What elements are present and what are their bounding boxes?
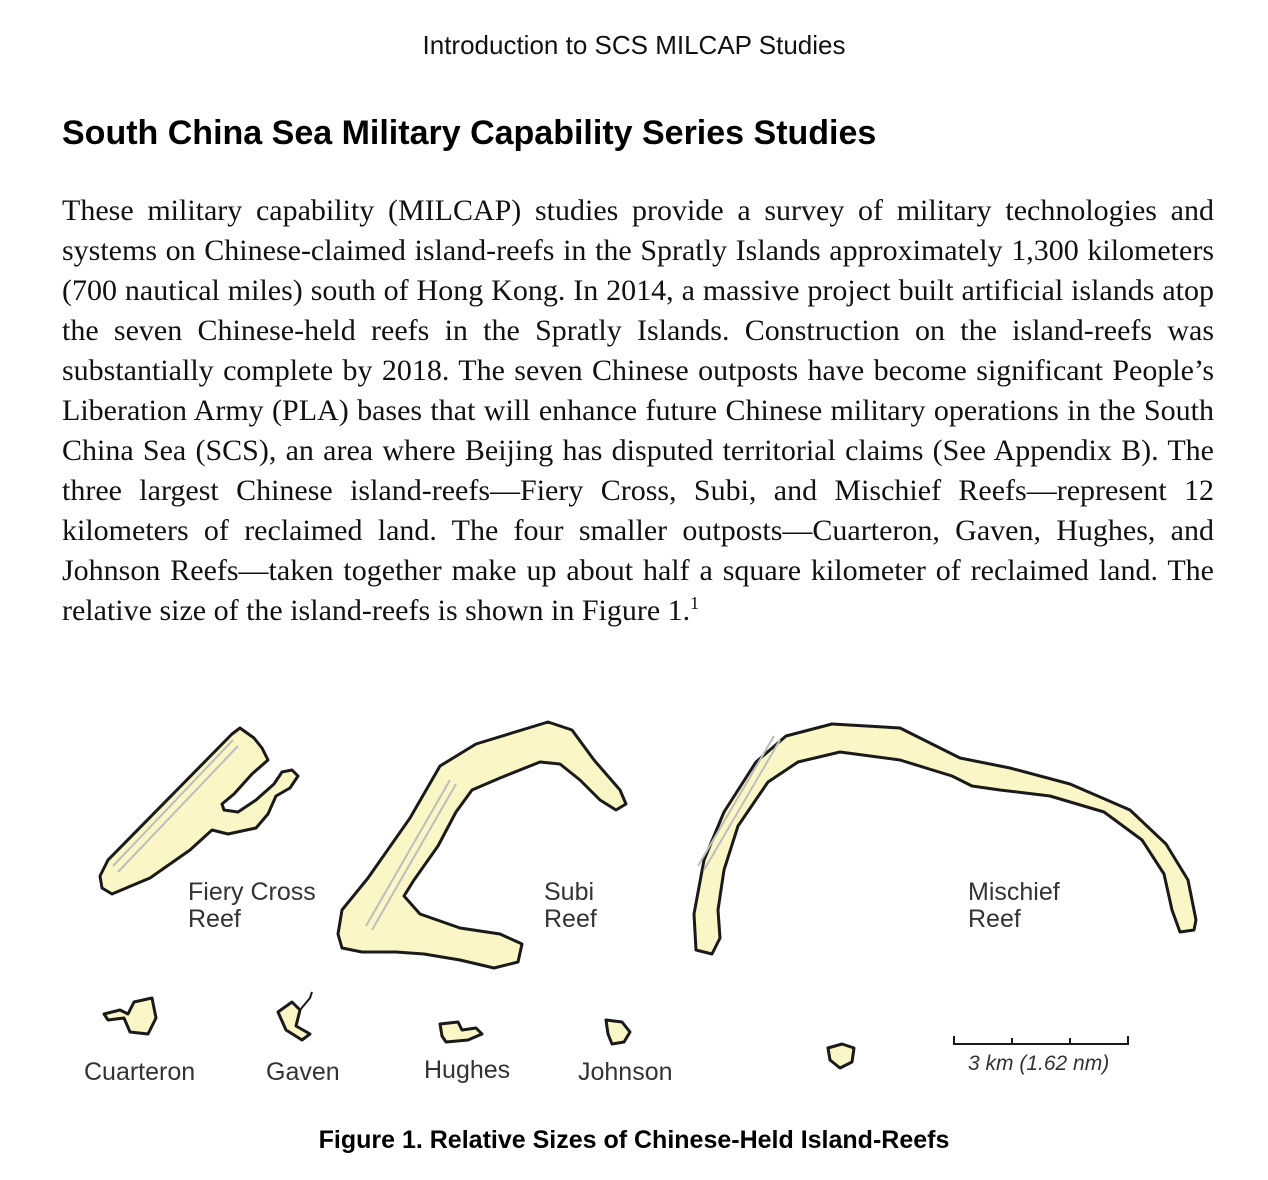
figure-caption: Figure 1. Relative Sizes of Chinese-Held Island-Reefs	[318, 1126, 950, 1154]
scale-bar-label: 3 km (1.62 nm)	[968, 1052, 1110, 1075]
reef-map	[0, 700, 1268, 1110]
paragraph-text: These military capability (MILCAP) studies provide a survey of military technologies and systems on Chinese-claimed island-reefs in the Spratly Islands approximately 1,300 kilometers (700 nautical miles) south of Hong Kong. In 2014, a massive project built artificial islands atop the seven Chinese-held reefs in the Spratly Islands. Construction on the island-reefs was substantially complete by 2018. The seven Chinese outposts have become significant People’s Liberation Army (PLA) bases that will enhance future Chinese military operations in the South China Sea (SCS), an area where Beijing has disputed territorial claims (See Appendix B). The three largest Chinese island-reefs—Fiery Cross, Subi, and Mischief Reefs—represent 12 kilometers of reclaimed land. The four smaller outposts—Cuarteron, Gaven, Hughes, and Johnson Reefs—taken together make up about half a square kilometer of reclaimed land. The relative size of the island-reefs is shown in Figure 1.	[62, 194, 1214, 627]
scale-bar	[954, 1036, 1128, 1045]
running-header: Introduction to SCS MILCAP Studies	[422, 30, 846, 60]
label-cuarteron: Cuarteron	[84, 1058, 196, 1086]
unlabeled-reef-shape	[828, 1044, 854, 1068]
johnson-reef-shape	[606, 1020, 630, 1044]
label-fiery-cross-line1: Fiery Cross	[188, 878, 316, 906]
label-johnson: Johnson	[578, 1058, 673, 1086]
label-hughes: Hughes	[424, 1056, 511, 1084]
figure-reef-sizes	[0, 700, 1268, 1110]
label-gaven: Gaven	[266, 1058, 340, 1086]
label-fiery-cross-line2: Reef	[188, 905, 241, 933]
hughes-reef-shape	[440, 1022, 482, 1042]
footnote-marker: 1	[690, 593, 700, 613]
label-subi-line1: Subi	[544, 878, 595, 906]
intro-paragraph	[62, 191, 1214, 631]
label-mischief-line2: Reef	[968, 905, 1021, 933]
label-subi-line2: Reef	[544, 905, 597, 933]
label-mischief-line1: Mischief	[968, 878, 1060, 906]
mischief-reef-shape	[694, 724, 1196, 954]
cuarteron-reef-shape	[104, 998, 156, 1034]
gaven-reef-shape	[278, 992, 312, 1040]
fiery-cross-reef-shape	[100, 728, 298, 894]
section-heading: South China Sea Military Capability Series Studies	[62, 114, 877, 152]
